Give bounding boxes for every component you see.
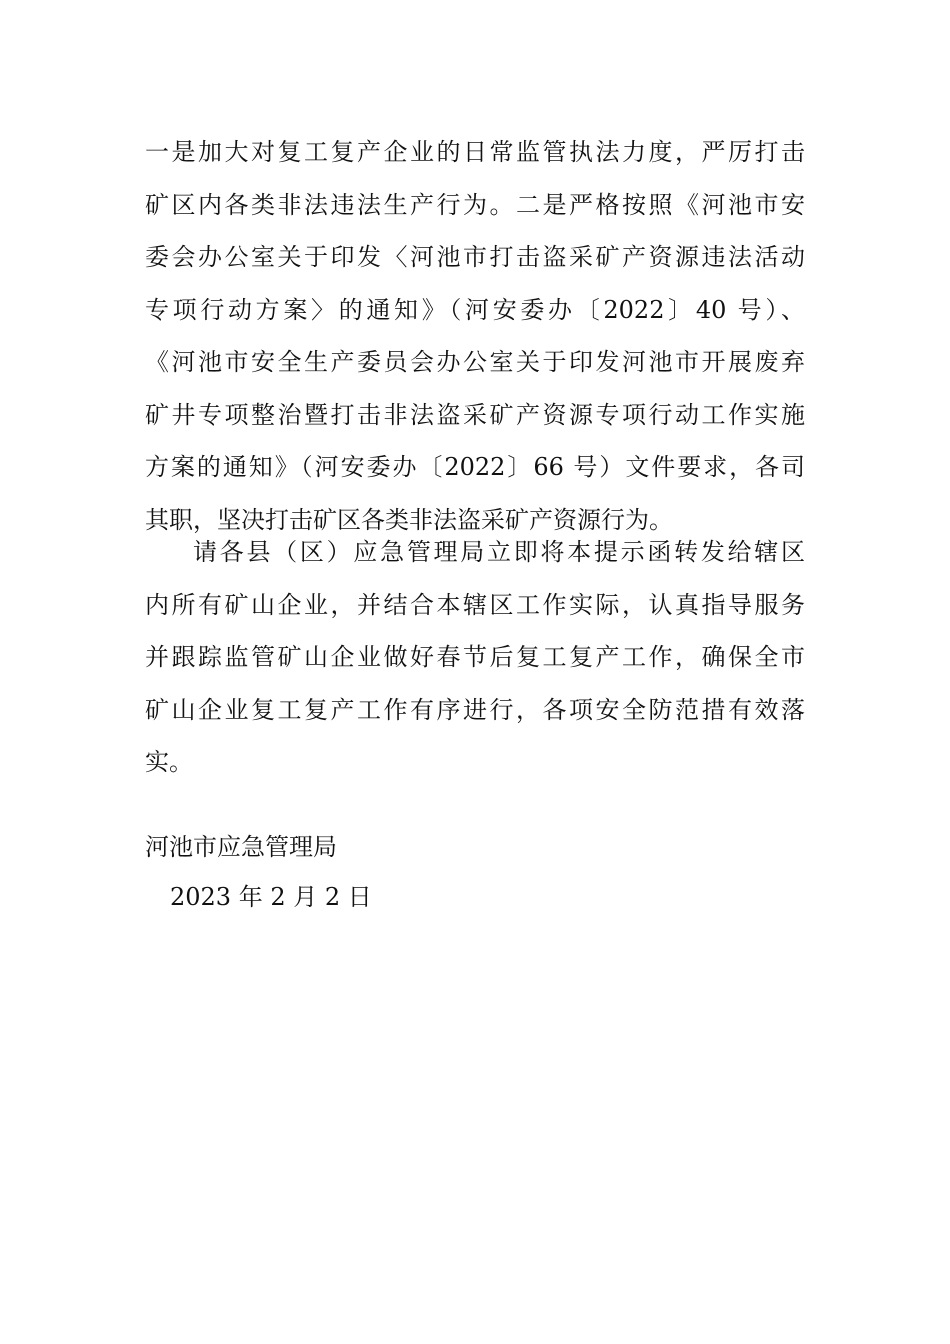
signature-date: 2023 年 2 月 2 日 bbox=[170, 883, 372, 911]
paragraph-1 bbox=[145, 126, 805, 546]
paragraph-line: 矿区内各类非法违法生产行为。二是严格按照《河池市安 bbox=[145, 190, 805, 219]
paragraph-line: 方案的通知》（河安委办〔2022〕66 号）文件要求，各司 bbox=[145, 453, 805, 481]
paragraph-line: 请各县（区）应急管理局立即将本提示函转发给辖区 bbox=[193, 538, 805, 566]
paragraph-line: 矿井专项整治暨打击非法盗采矿产资源专项行动工作实施 bbox=[145, 400, 805, 429]
paragraph-line: 一是加大对复工复产企业的日常监管执法力度，严厉打击 bbox=[145, 138, 805, 166]
paragraph-line: 实。 bbox=[145, 748, 193, 776]
paragraph-line: 并跟踪监管矿山企业做好春节后复工复产工作，确保全市 bbox=[145, 643, 805, 671]
paragraph-line: 《河池市安全生产委员会办公室关于印发河池市开展废弃 bbox=[145, 348, 805, 376]
signature-organization: 河池市应急管理局 bbox=[145, 833, 337, 861]
paragraph-line: 委会办公室关于印发〈河池市打击盗采矿产资源违法活动 bbox=[145, 243, 805, 271]
paragraph-line: 内所有矿山企业，并结合本辖区工作实际，认真指导服务 bbox=[145, 590, 805, 619]
paragraph-line: 其职，坚决打击矿区各类非法盗采矿产资源行为。 bbox=[145, 505, 673, 534]
paragraph-2 bbox=[145, 526, 805, 789]
paragraph-line: 矿山企业复工复产工作有序进行，各项安全防范措有效落 bbox=[145, 695, 805, 724]
paragraph-line: 专项行动方案〉的通知》（河安委办〔2022〕40 号）、 bbox=[145, 295, 805, 324]
